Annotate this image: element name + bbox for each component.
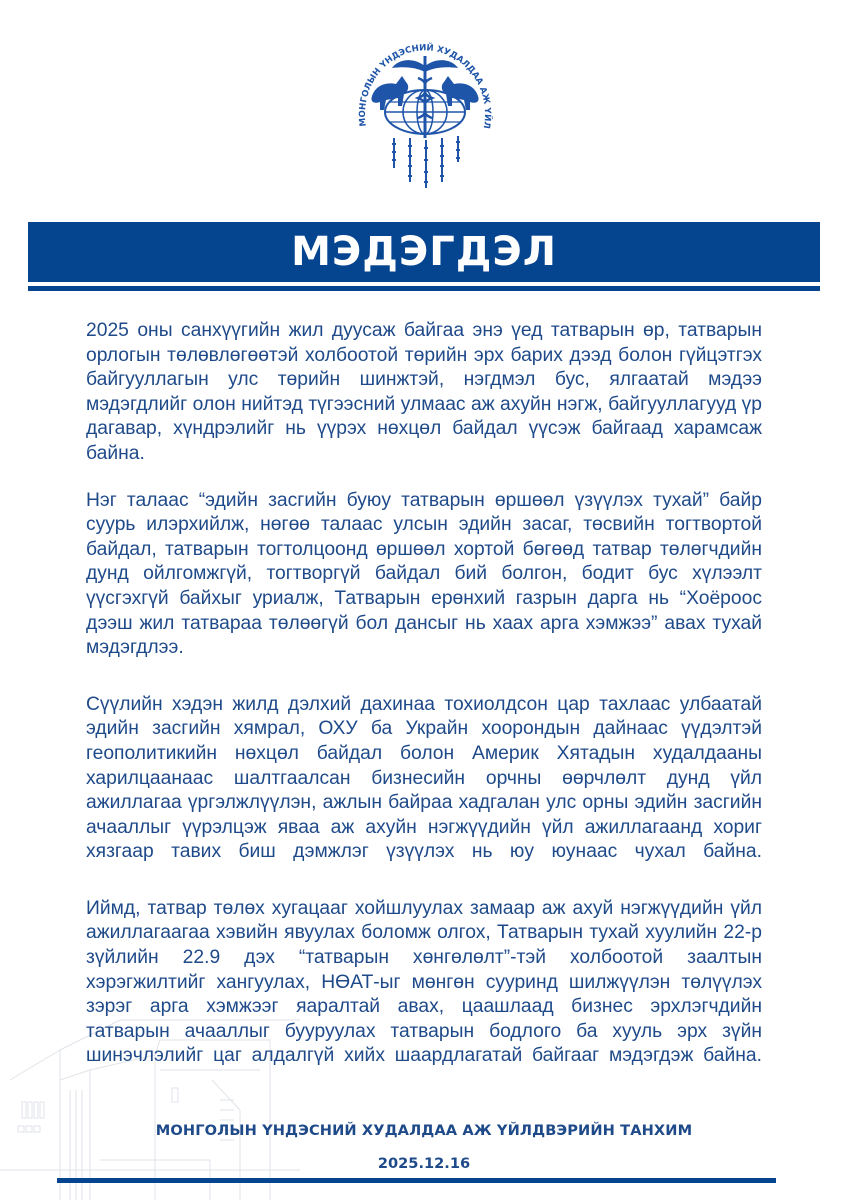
page-title: МЭДЭГДЭЛ — [291, 229, 557, 275]
body-paragraph: Иймд, татвар төлөх хугацааг хойшлуулах замаар аж ахуй нэгжүүдийн үйл ажиллагаагаа хэвийн явуулах боломж олгох, Татварын тухай хуулийн 22-р зүйлийн 22.9 дэх “татварын хөнгөлөлт”-тэй холбоотой заалтын хэрэгжилтийг хангуулах, НӨАТ-ыг мөнгөн сууринд шилжүүлэн төлүүлэх зэрэг арга хэмжээг яаралтай авах, цаашлаад бизнес эрхлэгчдийн татварын ачааллыг бууруулах татварын бодлого ба хууль эрх зүйн шинэчлэлийг цаг алдалгүй хийх шаардлагатай байгааг мэдэгдэж байна. — [86, 897, 762, 1067]
banner-divider — [28, 286, 820, 291]
footer-divider — [57, 1178, 776, 1183]
announcement-body — [86, 319, 762, 1069]
footer-date: 2025.12.16 — [377, 1155, 471, 1172]
body-paragraph: Нэг талаас “эдийн засгийн буюу татварын өршөөл үзүүлэх тухай” байр суурь илэрхийлж, нөгөө талаас улсын эдийн засаг, төсвийн тогтвортой байдал, татварын тогтолцоонд өршөөл хортой бөгөөд татвар төлөгчдийн дунд ойлгомжгүй, тогтворгүй байдал бий болгон, бодит бус хүлээлт үүсгэхгүй байхыг уриалж, Татварын ерөнхий газрын дарга нь “Хоёроос дээш жил татвараа төлөөгүй бол дансыг нь хаах арга хэмжээ” авах тухай мэдэгдлээ. — [86, 489, 762, 659]
body-paragraph: 2025 оны санхүүгийн жил дуусаж байгаа энэ үед татварын өр, татварын орлогын төлөвлөгөөтэй холбоотой төрийн эрх барих дээд болон гүйцэтгэх байгууллагын улс төрийн шинжтэй, нэгдмэл бус, ялгаатай мэдээ мэдэгдлийг олон нийтэд түгээсний улмаас аж ахуйн нэгж, байгууллагууд үр дагавар, хүндрэлийг нь үүрэх нөхцөл байдал үүсэж байгаад харамсаж байна. — [86, 320, 762, 464]
caduceus-emblem-icon — [352, 26, 498, 194]
body-paragraph: Сүүлийн хэдэн жилд дэлхий дахинаа тохиолдсон цар тахлаас улбаатай эдийн засгийн хямрал, ОХУ ба Украйн хоорондын дайнаас үүдэлтэй геополитикийн нөхцөл байдал болон Америк Хятадын худалдааны харилцаанаас шалтгаалсан бизнесийн орчны өөрчлөлт дунд үйл ажиллагаа үргэлжлүүлэн, ажлын байраа хадгалан улс орны эдийн засгийн ачааллыг үүрэлцэж яваа аж ахуйн нэгжүүдийн үйл ажиллагаанд хориг хязгаар тавих биш дэмжлэг үзүүлэх нь юу юунаас чухал байна. — [86, 693, 762, 863]
title-banner — [28, 222, 820, 282]
footer-organization: МОНГОЛЫН ҮНДЭСНИЙ ХУДАЛДАА АЖ ҮЙЛДВЭРИЙН ТАНХИМ — [155, 1122, 693, 1139]
chamber-logo — [352, 26, 498, 194]
logo-ring-text: МОНГОЛЫН ҮНДЭСНИЙ ХУДАЛДАА АЖ ҮЙЛ — [357, 43, 493, 130]
